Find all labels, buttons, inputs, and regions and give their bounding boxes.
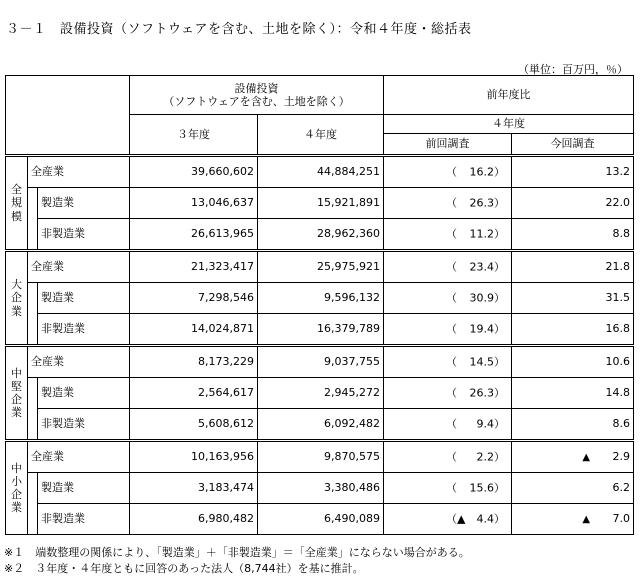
prev-survey-number: 2.2） [476,450,506,464]
industry-label: 非製造業 [38,504,130,535]
current-survey-number: 16.8 [605,322,631,335]
current-survey-value [512,441,634,473]
capex-summary-table [5,75,634,535]
current-survey-number: 6.2 [612,481,631,494]
current-survey-value [512,219,634,251]
group-label: 全規模 [6,156,28,251]
fy4-value: 25,975,921 [258,251,384,283]
fy4-value: 28,962,360 [258,219,384,251]
table-row [6,156,634,188]
fy3-value: 7,298,546 [130,283,258,314]
prev-survey-value [384,441,512,473]
prev-survey-value [384,409,512,441]
fy3-value: 2,564,617 [130,378,258,409]
prev-survey-number: 30.9） [469,291,506,305]
prev-survey-number: 19.4） [469,322,506,336]
current-survey-number: 21.8 [605,260,631,273]
fy4-value: 6,490,089 [258,504,384,535]
current-survey-number: 31.5 [605,291,631,304]
negative-triangle: ▲ [582,514,591,525]
prev-open-paren: （ [446,196,458,210]
prev-survey-value [384,378,512,409]
current-survey-number: 22.0 [605,196,631,209]
indent-spacer [28,283,38,314]
prev-open-paren: （▲ [446,512,466,526]
yoy-fy4-header: ４年度 [384,115,634,134]
fy4-value: 9,037,755 [258,346,384,378]
industry-label: 製造業 [38,378,130,409]
group-label: 中小企業 [6,441,28,535]
current-survey-number: 8.8 [612,227,631,240]
current-survey-value [512,473,634,504]
indent-spacer [28,219,38,251]
table-row [6,283,634,314]
capex-header-line1: 設備投資 [234,81,279,95]
table-row [6,473,634,504]
fy4-value: 15,921,891 [258,188,384,219]
industry-label: 非製造業 [38,219,130,251]
industry-label: 製造業 [38,283,130,314]
industry-label: 全産業 [28,441,130,473]
table-row [6,441,634,473]
industry-label: 非製造業 [38,409,130,441]
current-survey-value [512,156,634,188]
prev-survey-number: 14.5） [469,355,506,369]
current-survey-number: 7.0 [612,512,631,525]
current-survey-header: 今回調査 [512,134,634,156]
fy4-value: 3,380,486 [258,473,384,504]
capex-header-line2: （ソフトウェアを含む、土地を除く） [163,95,350,108]
indent-spacer [28,314,38,346]
group-label: 中堅企業 [6,346,28,441]
prev-open-paren: （ [446,355,458,369]
fy3-value: 13,046,637 [130,188,258,219]
current-survey-value [512,346,634,378]
negative-triangle: ▲ [582,452,591,463]
fy3-value: 3,183,474 [130,473,258,504]
prev-survey-value [384,251,512,283]
page-title: ３－１ 設備投資（ソフトウェアを含む、土地を除く）：令和４年度・総括表 [6,22,472,37]
prev-survey-value [384,504,512,535]
prev-survey-number: 9.4） [476,417,506,431]
footnotes [4,545,470,577]
prev-survey-value [384,156,512,188]
industry-label: 非製造業 [38,314,130,346]
fy3-value: 26,613,965 [130,219,258,251]
prev-survey-number: 4.4） [476,512,506,526]
current-survey-number: 2.9 [612,450,631,463]
current-survey-number: 8.6 [612,417,631,430]
prev-open-paren: （ [446,450,458,464]
industry-label: 全産業 [28,251,130,283]
fy3-value: 14,024,871 [130,314,258,346]
fy3-header: ３年度 [130,115,258,156]
prev-open-paren: （ [446,227,458,241]
group-label: 大企業 [6,251,28,346]
capex-header [130,76,384,115]
table-row [6,188,634,219]
indent-spacer [28,504,38,535]
unit-label: （単位：百万円，％） [518,63,628,76]
indent-spacer [28,409,38,441]
current-survey-value [512,188,634,219]
prev-survey-number: 15.6） [469,481,506,495]
table-row [6,378,634,409]
fy3-value: 5,608,612 [130,409,258,441]
footnote-2: ※２ ３年度・４年度ともに回答のあった法人（8,744社）を基に推計。 [4,562,364,575]
industry-label: 製造業 [38,473,130,504]
fy4-header: ４年度 [258,115,384,156]
prev-survey-header: 前回調査 [384,134,512,156]
yoy-header: 前年度比 [384,76,634,115]
prev-survey-value [384,314,512,346]
prev-survey-value [384,346,512,378]
prev-survey-value [384,283,512,314]
prev-survey-value [384,219,512,251]
table-row [6,251,634,283]
prev-open-paren: （ [446,291,458,305]
fy4-value: 44,884,251 [258,156,384,188]
corner-cell [6,76,130,156]
table-row [6,346,634,378]
current-survey-value [512,409,634,441]
prev-open-paren: （ [446,386,458,400]
table-row [6,219,634,251]
footnote-1: ※１ 端数整理の関係により、「製造業」＋「非製造業」＝「全産業」にならない場合がある。 [4,546,470,559]
current-survey-number: 13.2 [605,165,631,178]
indent-spacer [28,188,38,219]
current-survey-value [512,283,634,314]
table-row [6,409,634,441]
fy3-value: 8,173,229 [130,346,258,378]
prev-survey-value [384,473,512,504]
fy3-value: 6,980,482 [130,504,258,535]
industry-label: 全産業 [28,346,130,378]
fy4-value: 16,379,789 [258,314,384,346]
current-survey-number: 10.6 [605,355,631,368]
prev-open-paren: （ [446,260,458,274]
table-row [6,314,634,346]
fy4-value: 6,092,482 [258,409,384,441]
prev-open-paren: （ [446,322,458,336]
indent-spacer [28,473,38,504]
fy4-value: 2,945,272 [258,378,384,409]
fy4-value: 9,596,132 [258,283,384,314]
industry-label: 製造業 [38,188,130,219]
prev-survey-number: 11.2） [469,227,506,241]
fy3-value: 10,163,956 [130,441,258,473]
indent-spacer [28,378,38,409]
prev-open-paren: （ [446,481,458,495]
fy4-value: 9,870,575 [258,441,384,473]
table-row [6,504,634,535]
current-survey-value [512,504,634,535]
current-survey-value [512,378,634,409]
current-survey-number: 14.8 [605,386,631,399]
industry-label: 全産業 [28,156,130,188]
prev-survey-number: 16.2） [469,165,506,179]
fy3-value: 39,660,602 [130,156,258,188]
current-survey-value [512,251,634,283]
prev-open-paren: （ [446,165,458,179]
prev-survey-number: 26.3） [469,386,506,400]
prev-survey-number: 26.3） [469,196,506,210]
fy3-value: 21,323,417 [130,251,258,283]
prev-survey-value [384,188,512,219]
prev-open-paren: （ [446,417,458,431]
prev-survey-number: 23.4） [469,260,506,274]
current-survey-value [512,314,634,346]
